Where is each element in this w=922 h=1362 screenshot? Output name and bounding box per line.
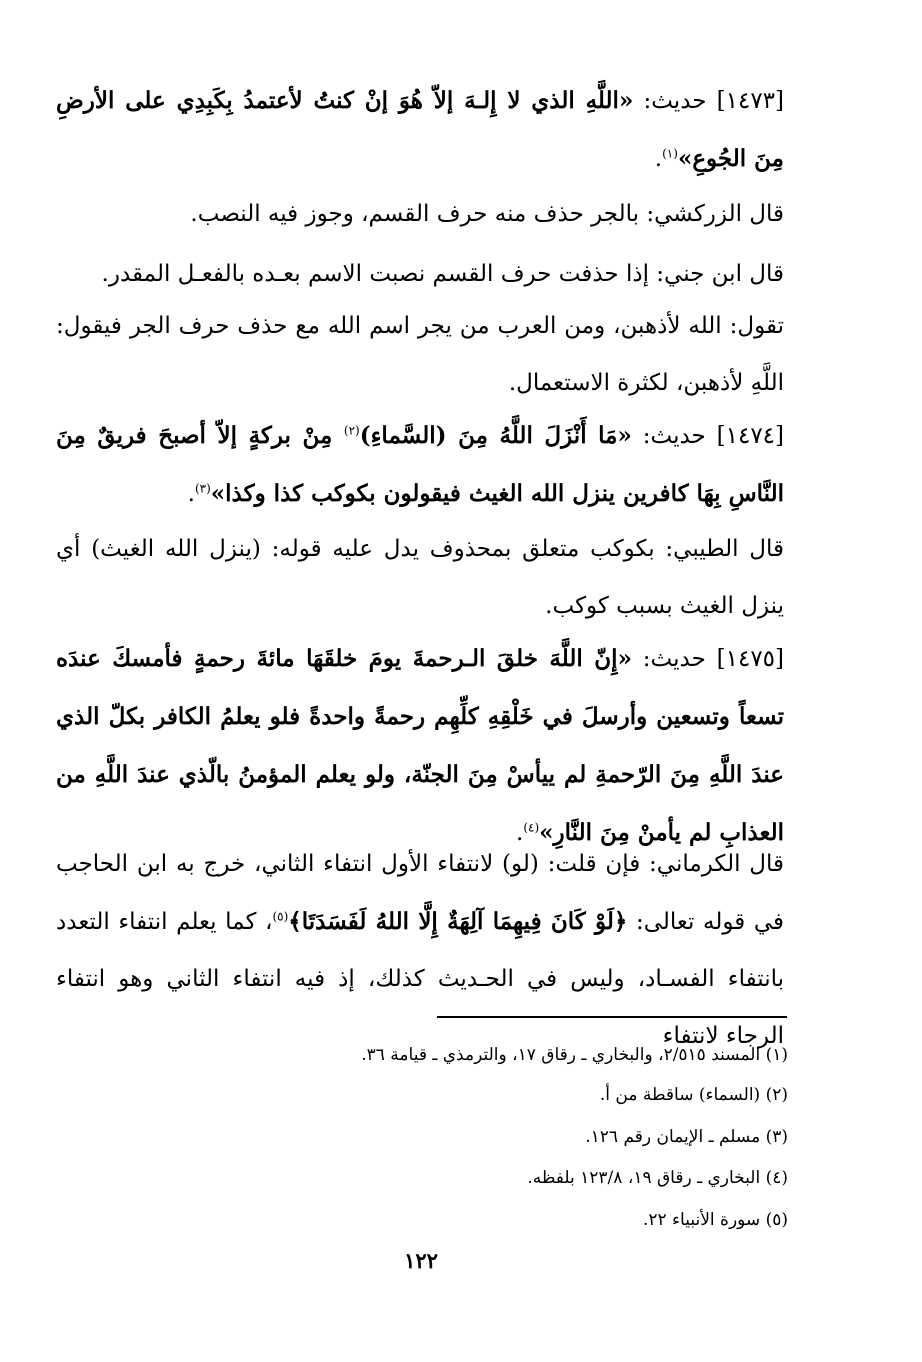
period: .: [654, 146, 663, 172]
footnote-separator: [437, 1016, 787, 1018]
hadith-text: «اللَّهِ الذي لا إِلـهَ إلاّ هُوَ إنْ كنتُ لأعتمدُ بِكَبِدِي على الأرضِ مِنَ الجُوعِ»: [56, 87, 784, 172]
page-number: ١٢٢: [404, 1248, 438, 1273]
hadith-text-part2: مِنْ بركةٍ إلاّ أصبحَ فريقٌ مِنَ النَّاسِ بِهَا كافرين ينزل الله الغيث فيقولون بكوكب كذا وكذا»: [56, 422, 784, 507]
footnote-1: (١) المسند ٢/٥١٥، والبخاري ـ رقاق ١٧، والترمذي ـ قيامة ٣٦.: [361, 1045, 788, 1065]
commentary-ibn-jinni: تقول: الله لأذهبن، ومن العرب من يجر اسم الله مع حذف حرف الجر فيقول: اللَّهِ لأذهبن، لكثرة الاستعمال.: [56, 313, 784, 396]
kirmani-text-part2: ، كما يعلم انتفاء التعدد بانتفاء الفسـاد، وليس في الحـديث كذلك، إذ فيه انتفاء الثاني وهو انتفاء الرجاء لانتفاء: [56, 909, 784, 1049]
footnote-3: (٣) مسلم ـ الإيمان رقم ١٢٦.: [585, 1127, 788, 1147]
hadith-number: [١٤٧٣] حديث:: [643, 88, 785, 114]
commentary-zarkashi: قال الزركشي: بالجر حذف منه حرف القسم، وجوز فيه النصب.: [190, 201, 784, 227]
period: .: [516, 820, 524, 846]
hadith-text: «إِنّ اللَّهَ خلقَ الـرحمةَ يومَ خلقَهَا مائةَ رحمةٍ فأمسكَ عندَه تسعاً وتسعين وأرسلَ في خَلْقِهِ كلِّهِم رحمةً واحدةً فلو يعلمُ الكافر بكلّ الذي عندَ اللَّهِ مِنَ الرّحمةِ لم ييأسْ مِنَ الجنّة، ولو يعلم المؤمنُ بالّذي عندَ اللَّهِ من العذابِ لم يأمنْ مِنَ النَّارِ»: [56, 645, 784, 846]
footnote-ref: (٢): [343, 423, 360, 438]
quran-verse: ﴿لَوْ كَانَ فِيهِمَا آلِهَةٌ إِلَّا اللهُ لَفَسَدَتَا﴾: [288, 908, 628, 935]
kirmani-text-part1: قال الكرماني: فإن قلت: (لو) لانتفاء الأول انتفاء الثاني، خرج به ابن الحاجب في قوله تعالى:: [56, 851, 784, 935]
footnote-ref: (١): [662, 146, 678, 161]
hadith-number: [١٤٧٤] حديث:: [642, 423, 785, 449]
footnote-4: (٤) البخاري ـ رقاق ١٩، ١٢٣/٨ بلفظه.: [527, 1168, 788, 1188]
footnote-ref: (٥): [272, 909, 289, 924]
hadith-1473: [56, 72, 784, 188]
commentary-kirmani: [56, 836, 784, 1065]
footnote-5: (٥) سورة الأنبياء ٢٢.: [642, 1210, 788, 1230]
hadith-1474: [56, 407, 784, 523]
commentary-tibi: قال الطيبي: بكوكب متعلق بمحذوف يدل عليه قوله: (ينزل الله الغيث) أي ينزل الغيث بسبب كوكب.: [56, 536, 784, 619]
footnote-ref: (٤): [523, 820, 540, 835]
hadith-text-part1: «مَا أَنْزَلَ اللَّهُ مِنَ (السَّماءِ): [359, 422, 632, 449]
hadith-number: [١٤٧٥] حديث:: [642, 646, 785, 672]
footnote-2: (٢) (السماء) ساقطة من أ.: [599, 1085, 788, 1105]
period: .: [187, 481, 195, 507]
commentary-ibn-jinni-line1: قال ابن جني: إذا حذفت حرف القسم نصبت الاسم بعـده بالفعـل المقدر.: [101, 261, 784, 287]
footnote-ref: (٣): [194, 481, 211, 496]
hadith-1475: [56, 630, 784, 862]
